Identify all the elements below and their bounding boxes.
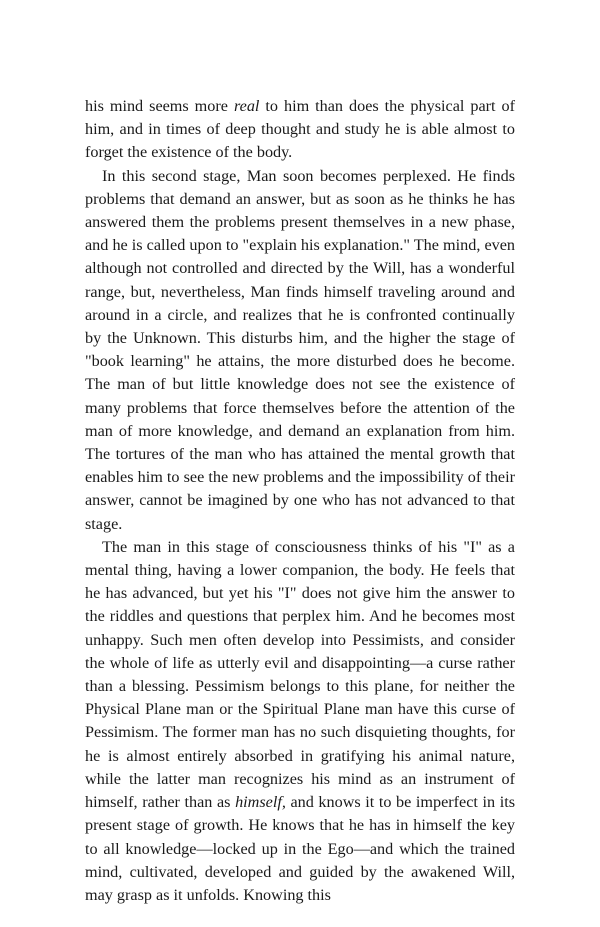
paragraph-2 <box>85 165 515 536</box>
paragraph-3-text-cont: and knows it to be imperfect in its present stage of growth. He knows that he has in himself the key to all knowledge—locked up in the Ego—and which the trained mind, cultivated, developed and guided by the awakened Will, may grasp as it unfolds. Knowing this <box>85 793 515 904</box>
paragraph-3-italic-himself: himself, <box>235 793 286 812</box>
paragraph-1-italic-real: real <box>233 97 260 115</box>
paragraph-1-text-cont: to him than does the physical part of him, and in times of deep thought and study he is able almost to forget the existence of the body. <box>85 97 515 162</box>
paragraph-3-text: The man in this stage of consciousness thinks of his "I" as a mental thing, having a lower companion, the body. He feels that he has advanced, but yet his "I" does not give him the answer to the riddles and questions that perplex him. And he becomes most unhappy. Such men often develop into Pessimists, and consider the whole of life as utterly evil and disappointing—a curse rather than a blessing. Pessimism belongs to this plane, for neither the Physical Plane man or the Spiritual Plane man have this curse of Pessimism. The former man has no such disquieting thoughts, for he is almost entirely absorbed in gratifying his animal nature, while the latter man recognizes his mind as an instrument of himself, rather than as <box>85 537 515 812</box>
paragraph-3 <box>85 536 515 907</box>
paragraph-1 <box>85 95 515 165</box>
paragraph-2-text: In this second stage, Man soon becomes perplexed. He finds problems that demand an answer, but as soon as he thinks he has answered them the problems present themselves in a new phase, and he is called upon to "explain his explanation." The mind, even although not controlled and directed by the Will, has a wonderful range, but, nevertheless, Man finds himself traveling around and around in a circle, and realizes that he is confronted continually by the Unknown. This disturbs him, and the higher the stage of "book learning" he attains, the more disturbed does he become. The man of but little knowledge does not see the existence of many problems that force themselves before the attention of the man of more knowledge, and demand an explanation from him. The tortures of the man who has attained the mental growth that enables him to see the new problems and the impossibility of their answer, cannot be imagined by one who has not advanced to that stage. <box>85 166 515 533</box>
page-body-text <box>85 95 515 907</box>
paragraph-1-text: his mind seems more <box>85 97 234 115</box>
